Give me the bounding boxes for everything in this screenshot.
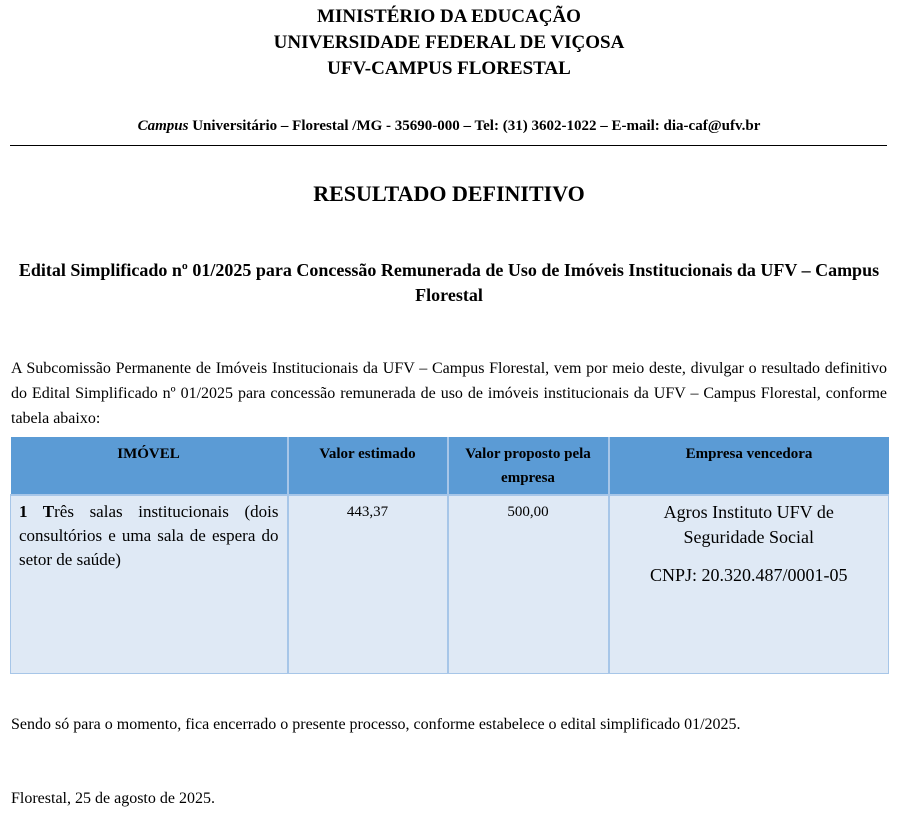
result-table [10,437,889,674]
empresa-cnpj: CNPJ: 20.320.487/0001-05 [649,565,848,585]
address-line [0,118,898,135]
cell-valor-estimado: 443,37 [288,495,448,673]
header-empresa-vencedora: Empresa vencedora [609,437,889,495]
address-details: Universitário – Florestal /MG - 35690-000 – Tel: (31) 3602-1022 – E-mail: dia-caf@ufv.br [188,118,761,134]
header-imovel: IMÓVEL [11,437,288,495]
address-campus-word: Campus [137,118,189,134]
cell-imovel [11,495,288,673]
header-campus: UFV-CAMPUS FLORESTAL [327,58,571,79]
page-title: RESULTADO DEFINITIVO [313,181,585,206]
table-header-row [11,437,889,495]
cell-empresa-vencedora [609,495,889,673]
edital-title: Edital Simplificado nº 01/2025 para Concessão Remunerada de Uso de Imóveis Institucionais da UFV – Campus Florestal [18,260,880,305]
empresa-nome: Agros Instituto UFV de Seguridade Social [663,502,834,547]
intro-paragraph: A Subcomissão Permanente de Imóveis Institucionais da UFV – Campus Florestal, vem por meio deste, divulgar o resultado definitivo do Edital Simplificado nº 01/2025 para concessão remunerada de uso de imóveis institucionais da UFV – Campus Florestal, conforme tabela abaixo: [11,360,887,427]
header-valor-estimado: Valor estimado [288,437,448,495]
header-divider [10,145,887,146]
imovel-description: rês salas institucionais (dois consultórios e uma sala de espera do setor de saúde) [19,502,279,569]
closing-statement: Sendo só para o momento, fica encerrado o presente processo, conforme estabelece o edital simplificado 01/2025. [11,716,741,733]
imovel-number: 1 T [19,502,55,521]
table-row [11,495,889,673]
header-university: UNIVERSIDADE FEDERAL DE VIÇOSA [273,32,625,53]
date-line: Florestal, 25 de agosto de 2025. [11,790,215,807]
header-valor-proposto: Valor proposto pela empresa [448,437,609,495]
cell-valor-proposto: 500,00 [448,495,609,673]
header-ministry: MINISTÉRIO DA EDUCAÇÃO [317,6,581,27]
